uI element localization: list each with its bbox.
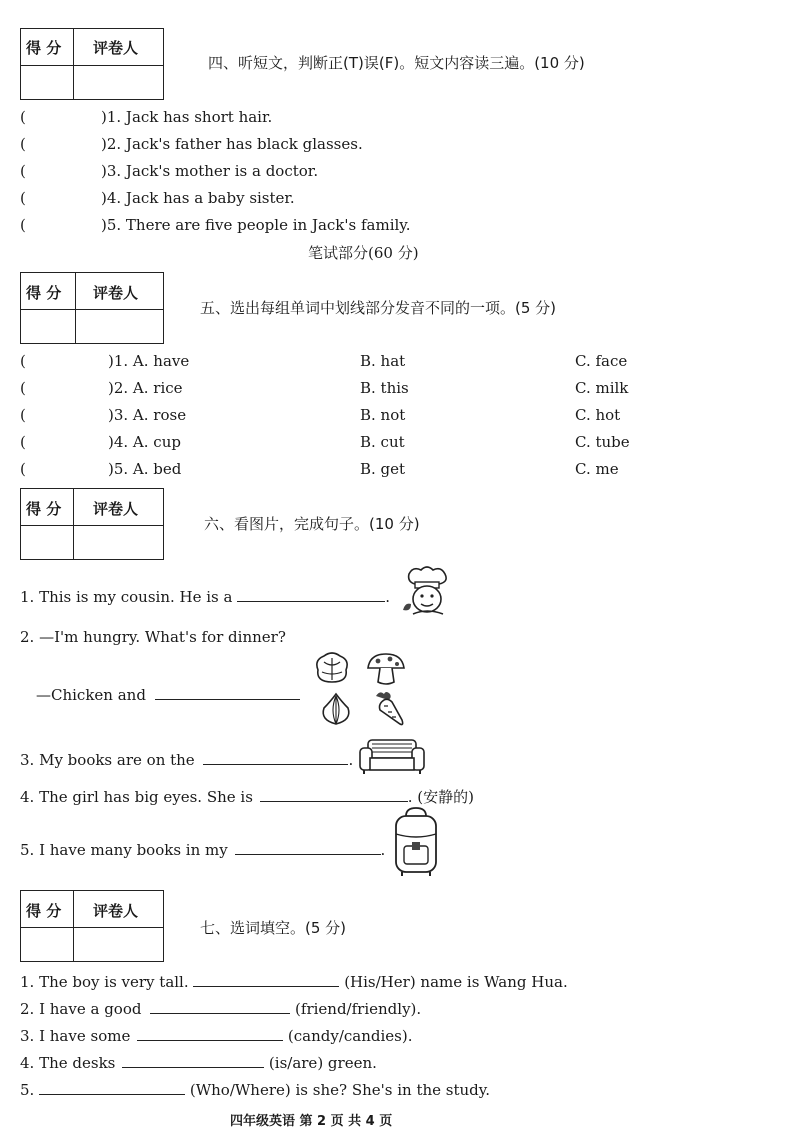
question-5	[20, 840, 385, 859]
answer-blank[interactable]	[237, 587, 385, 602]
answer-blank[interactable]	[260, 787, 408, 802]
question-text: )4. Jack has a baby sister.	[101, 189, 295, 207]
question-text: (is/are) green.	[268, 1054, 377, 1072]
question-text: )1. Jack has short hair.	[101, 108, 273, 126]
answer-paren[interactable]: (	[20, 460, 26, 478]
section7-title: 七、选词填空。(5 分)	[200, 919, 347, 937]
score-box-section6	[20, 488, 164, 560]
answer-blank[interactable]	[150, 999, 290, 1014]
question-text: (His/Her) name is Wang Hua.	[344, 973, 568, 991]
question-4	[20, 1053, 377, 1072]
question-2	[36, 685, 300, 704]
question-text: 3. My books are on the	[20, 751, 195, 769]
question-2	[20, 999, 421, 1018]
onion-icon	[318, 692, 354, 726]
answer-paren[interactable]: (	[20, 135, 26, 153]
option-c: C. milk	[575, 379, 629, 397]
question-text: (friend/friendly).	[295, 1000, 422, 1018]
answer-paren[interactable]: (	[20, 406, 26, 424]
option-c: C. me	[575, 460, 619, 478]
score-label: 得 分	[26, 500, 62, 518]
grader-label: 评卷人	[93, 284, 139, 302]
option-c: C. face	[575, 352, 628, 370]
question-text: 4. The girl has big eyes. She is	[20, 788, 253, 806]
question-text: 1. This is my cousin. He is a	[20, 588, 233, 606]
cabbage-icon	[312, 650, 352, 686]
question-text: (Who/Where) is she? She's in the study.	[189, 1081, 491, 1099]
written-part-heading: 笔试部分(60 分)	[308, 244, 419, 262]
question-text: (candy/candies).	[287, 1027, 413, 1045]
grader-label: 评卷人	[93, 500, 139, 518]
score-box-section7	[20, 890, 164, 962]
answer-paren[interactable]: (	[20, 433, 26, 451]
question-end: .	[380, 841, 386, 859]
section5-title: 五、选出每组单词中划线部分发音不同的一项。(5 分)	[200, 299, 557, 317]
question-end: . (安静的)	[407, 788, 474, 806]
answer-blank[interactable]	[235, 840, 381, 855]
option-b: B. cut	[360, 433, 405, 451]
answer-paren[interactable]: (	[20, 379, 26, 397]
question-4	[20, 786, 474, 807]
option-b: B. not	[360, 406, 406, 424]
answer-blank[interactable]	[137, 1026, 283, 1041]
score-box-section5	[20, 272, 164, 344]
chef-icon	[397, 564, 459, 616]
section6-title: 六、看图片，完成句子。(10 分)	[204, 515, 420, 533]
question-end: .	[348, 751, 354, 769]
question-text: 3. I have some	[20, 1027, 131, 1045]
answer-blank[interactable]	[155, 685, 300, 700]
answer-paren[interactable]: (	[20, 216, 26, 234]
question-3	[20, 1026, 412, 1045]
section4-title: 四、听短文，判断正(T)误(F)。短文内容读三遍。(10 分)	[208, 54, 585, 72]
answer-blank[interactable]	[203, 750, 348, 765]
question-text: 4. The desks	[20, 1054, 116, 1072]
schoolbag-icon	[392, 806, 440, 878]
option-a: )1. A. have	[108, 352, 190, 370]
option-b: B. this	[360, 379, 409, 397]
answer-paren[interactable]: (	[20, 352, 26, 370]
option-a: )5. A. bed	[108, 460, 182, 478]
grader-label: 评卷人	[93, 902, 139, 920]
option-b: B. hat	[360, 352, 406, 370]
answer-blank[interactable]	[39, 1080, 185, 1095]
answer-paren[interactable]: (	[20, 189, 26, 207]
answer-paren[interactable]: (	[20, 162, 26, 180]
question-text: 2. I have a good	[20, 1000, 142, 1018]
question-text: 1. The boy is very tall.	[20, 973, 189, 991]
question-1	[20, 587, 390, 606]
option-c: C. hot	[575, 406, 621, 424]
option-a: )3. A. rose	[108, 406, 187, 424]
answer-blank[interactable]	[122, 1053, 264, 1068]
carrot-icon	[370, 690, 408, 728]
grader-label: 评卷人	[93, 39, 139, 57]
question-text: )2. Jack's father has black glasses.	[101, 135, 363, 153]
score-box-section4	[20, 28, 164, 100]
question-text: 5. I have many books in my	[20, 841, 228, 859]
page-footer: 四年级英语 第 2 页 共 4 页	[230, 1114, 393, 1129]
score-label: 得 分	[26, 902, 62, 920]
sofa-icon	[358, 736, 426, 776]
question-3	[20, 750, 353, 769]
question-text: —Chicken and	[36, 686, 146, 704]
question-2-prompt: 2. —I'm hungry. What's for dinner?	[20, 628, 286, 646]
question-end: .	[385, 588, 391, 606]
score-label: 得 分	[26, 39, 62, 57]
question-text: 5.	[20, 1081, 35, 1099]
question-1	[20, 972, 568, 991]
question-text: )5. There are five people in Jack's family.	[101, 216, 411, 234]
question-text: )3. Jack's mother is a doctor.	[101, 162, 319, 180]
answer-blank[interactable]	[193, 972, 339, 987]
option-a: )4. A. cup	[108, 433, 181, 451]
option-c: C. tube	[575, 433, 630, 451]
score-label: 得 分	[26, 284, 62, 302]
option-a: )2. A. rice	[108, 379, 183, 397]
mushroom-icon	[364, 652, 408, 686]
question-5	[20, 1080, 490, 1099]
answer-paren[interactable]: (	[20, 108, 26, 126]
option-b: B. get	[360, 460, 406, 478]
